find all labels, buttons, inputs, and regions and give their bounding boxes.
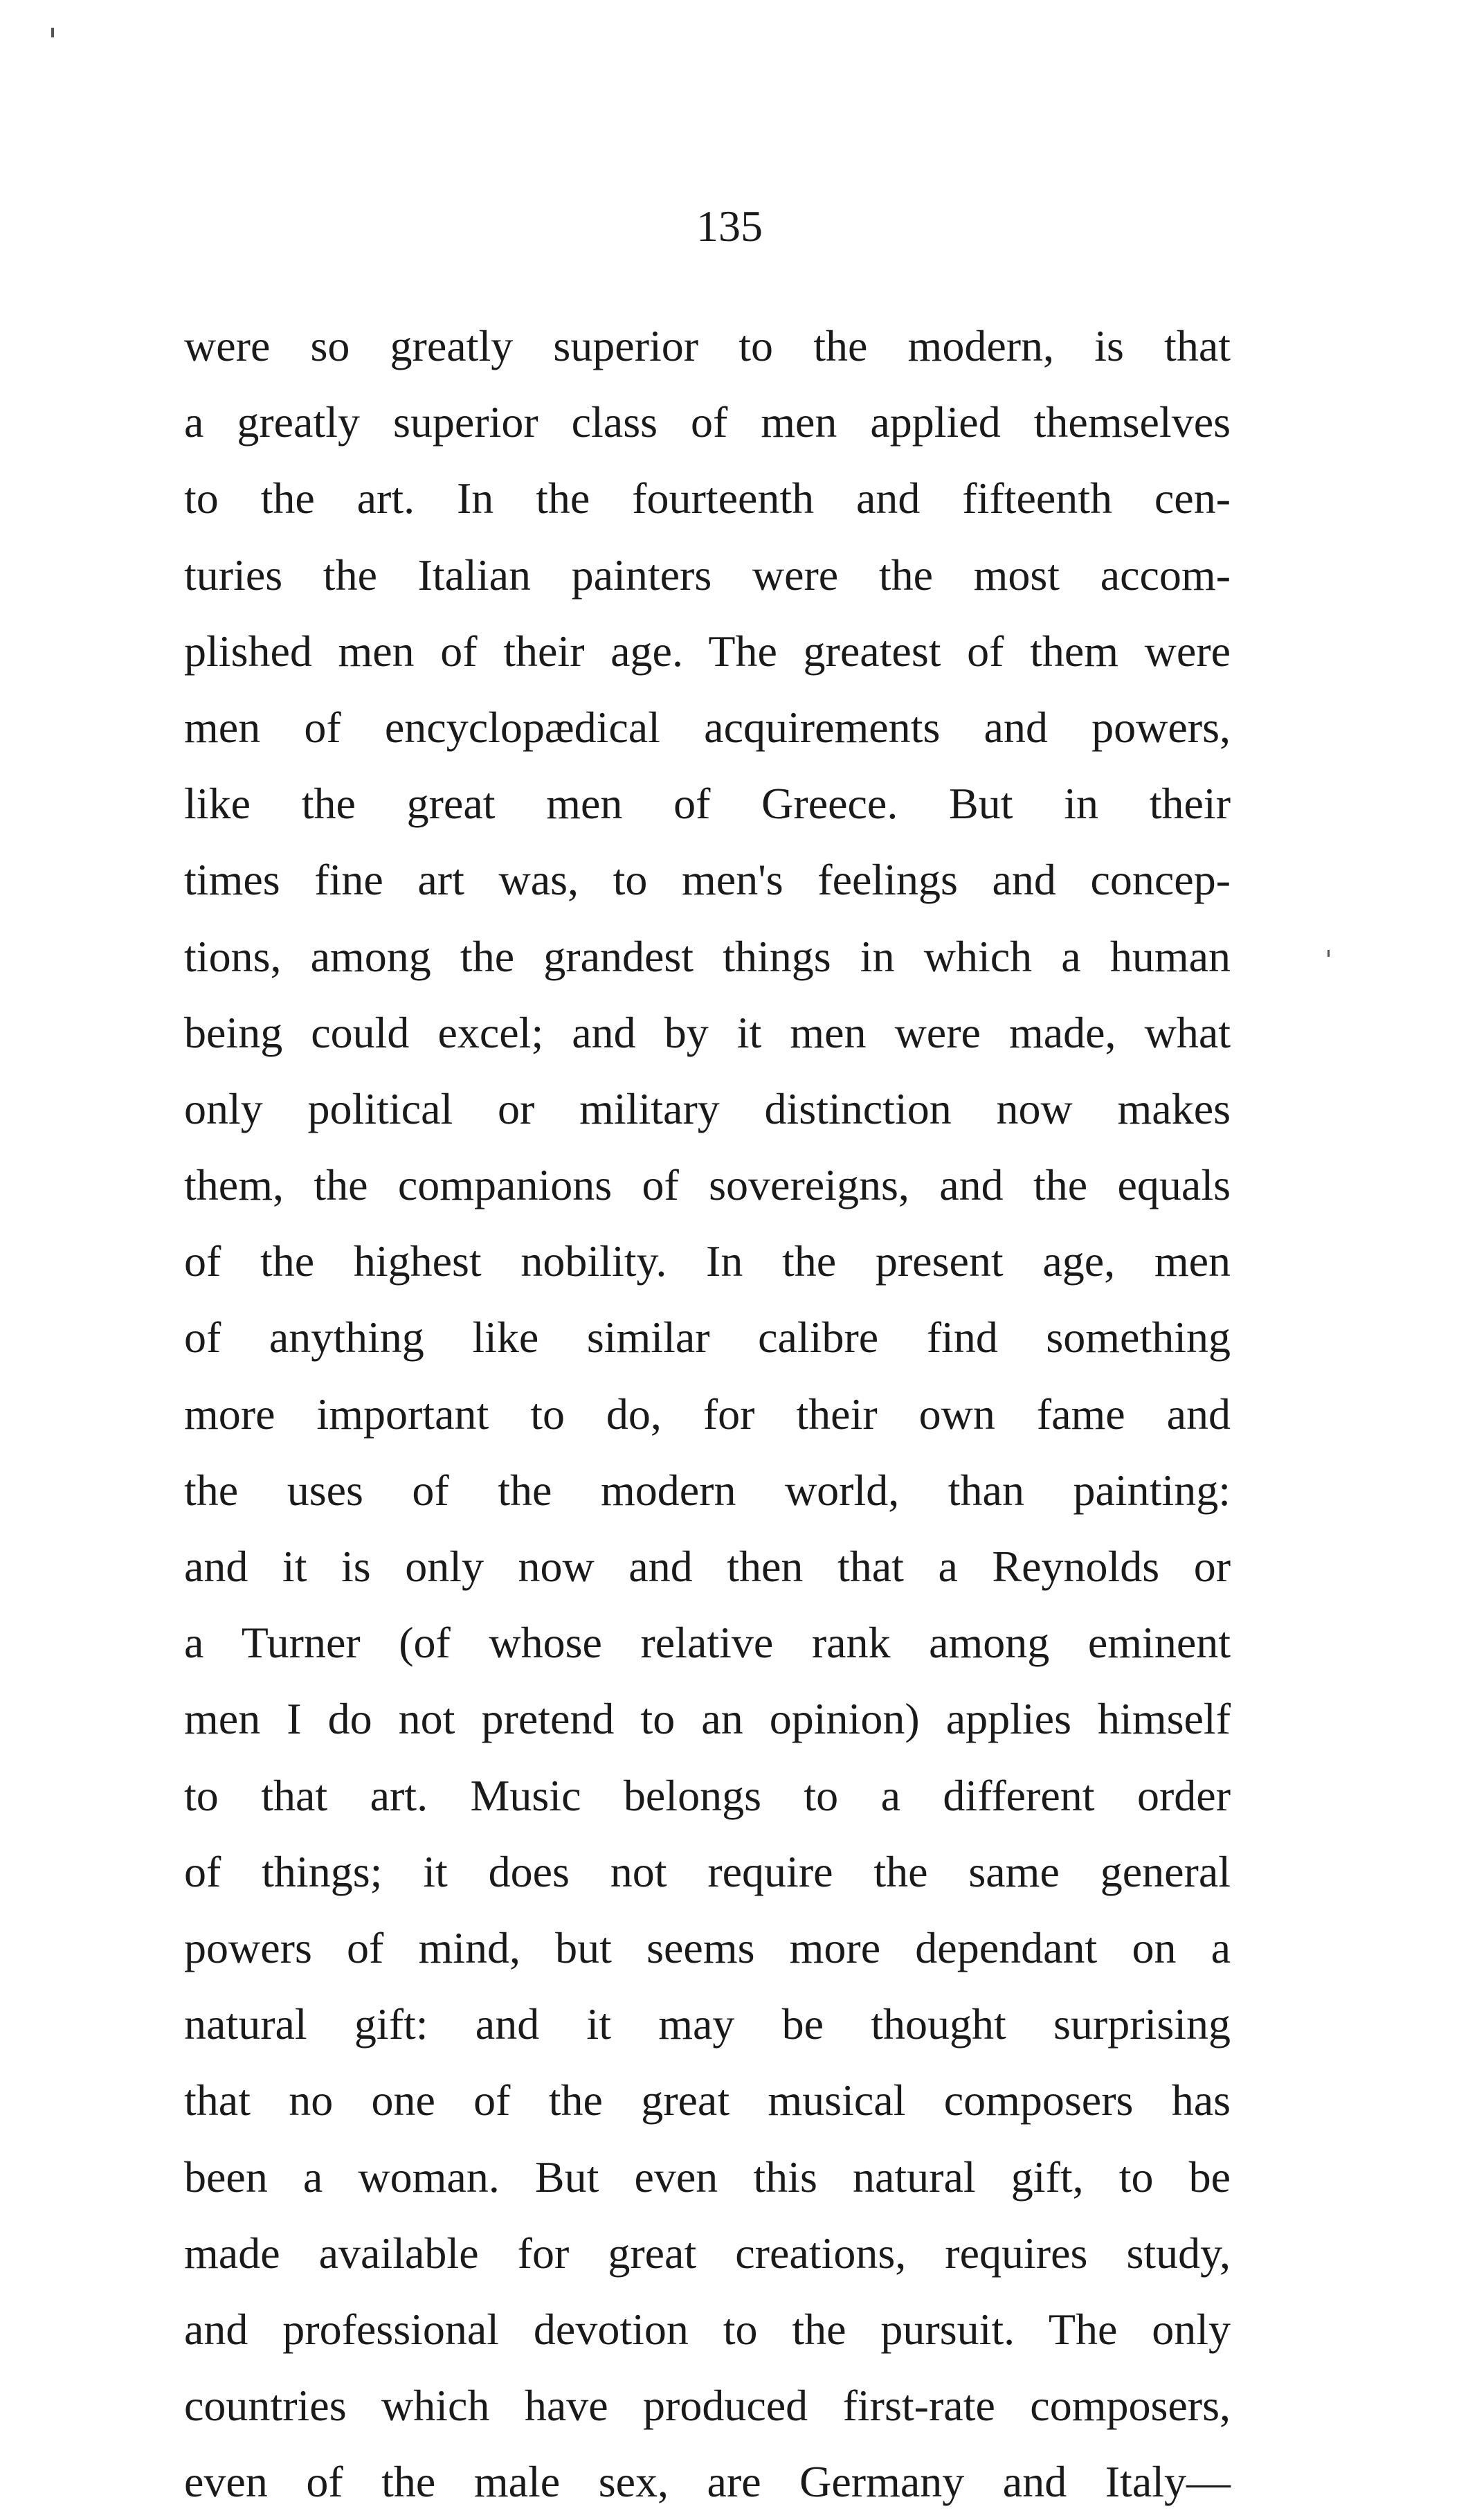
- text-line: and professional devotion to the pursuit. The only: [184, 2304, 1231, 2354]
- scan-speck: [1327, 950, 1330, 957]
- text-line: more important to do, for their own fame and: [184, 1389, 1231, 1439]
- text-line: a Turner (of whose relative rank among eminent: [184, 1618, 1231, 1668]
- text-line: men I do not pretend to an opinion) applies himself: [184, 1694, 1231, 1744]
- text-line: to the art. In the fourteenth and fifteenth cen-: [184, 474, 1231, 523]
- text-line: to that art. Music belongs to a different order: [184, 1770, 1231, 1820]
- text-line: powers of mind, but seems more dependant on a: [184, 1923, 1231, 1972]
- text-line: that no one of the great musical composers has: [184, 2076, 1231, 2125]
- text-line: them, the companions of sovereigns, and the equals: [184, 1160, 1231, 1210]
- text-line: were so greatly superior to the modern, is that: [184, 321, 1231, 370]
- text-line: a greatly superior class of men applied themselves: [184, 397, 1231, 447]
- text-line: like the great men of Greece. But in their: [184, 779, 1231, 829]
- text-line: turies the Italian painters were the most accom-: [184, 550, 1231, 600]
- text-line: natural gift: and it may be thought surprising: [184, 1999, 1231, 2049]
- scan-speck: [51, 28, 54, 37]
- text-line: of anything like similar calibre find something: [184, 1313, 1231, 1362]
- text-line: only political or military distinction now makes: [184, 1083, 1231, 1133]
- text-line: countries which have produced first-rate composers,: [184, 2381, 1231, 2431]
- text-line: times fine art was, to men's feelings and concep-: [184, 855, 1231, 905]
- body-text: [184, 308, 1231, 2520]
- text-line: made available for great creations, requires study,: [184, 2228, 1231, 2278]
- text-line: of things; it does not require the same general: [184, 1846, 1231, 1896]
- text-line: and it is only now and then that a Reynolds or: [184, 1542, 1231, 1591]
- page-number: 135: [696, 201, 763, 251]
- text-line: tions, among the grandest things in which a human: [184, 931, 1231, 981]
- text-line: the uses of the modern world, than painting:: [184, 1465, 1231, 1515]
- text-line: been a woman. But even this natural gift, to be: [184, 2152, 1231, 2202]
- text-line: even of the male sex, are Germany and Italy—: [184, 2457, 1231, 2507]
- text-line: plished men of their age. The greatest of them were: [184, 626, 1231, 676]
- text-line: men of encyclopædical acquirements and powers,: [184, 702, 1231, 752]
- text-line: being could excel; and by it men were made, what: [184, 1007, 1231, 1057]
- text-line: of the highest nobility. In the present age, men: [184, 1236, 1231, 1286]
